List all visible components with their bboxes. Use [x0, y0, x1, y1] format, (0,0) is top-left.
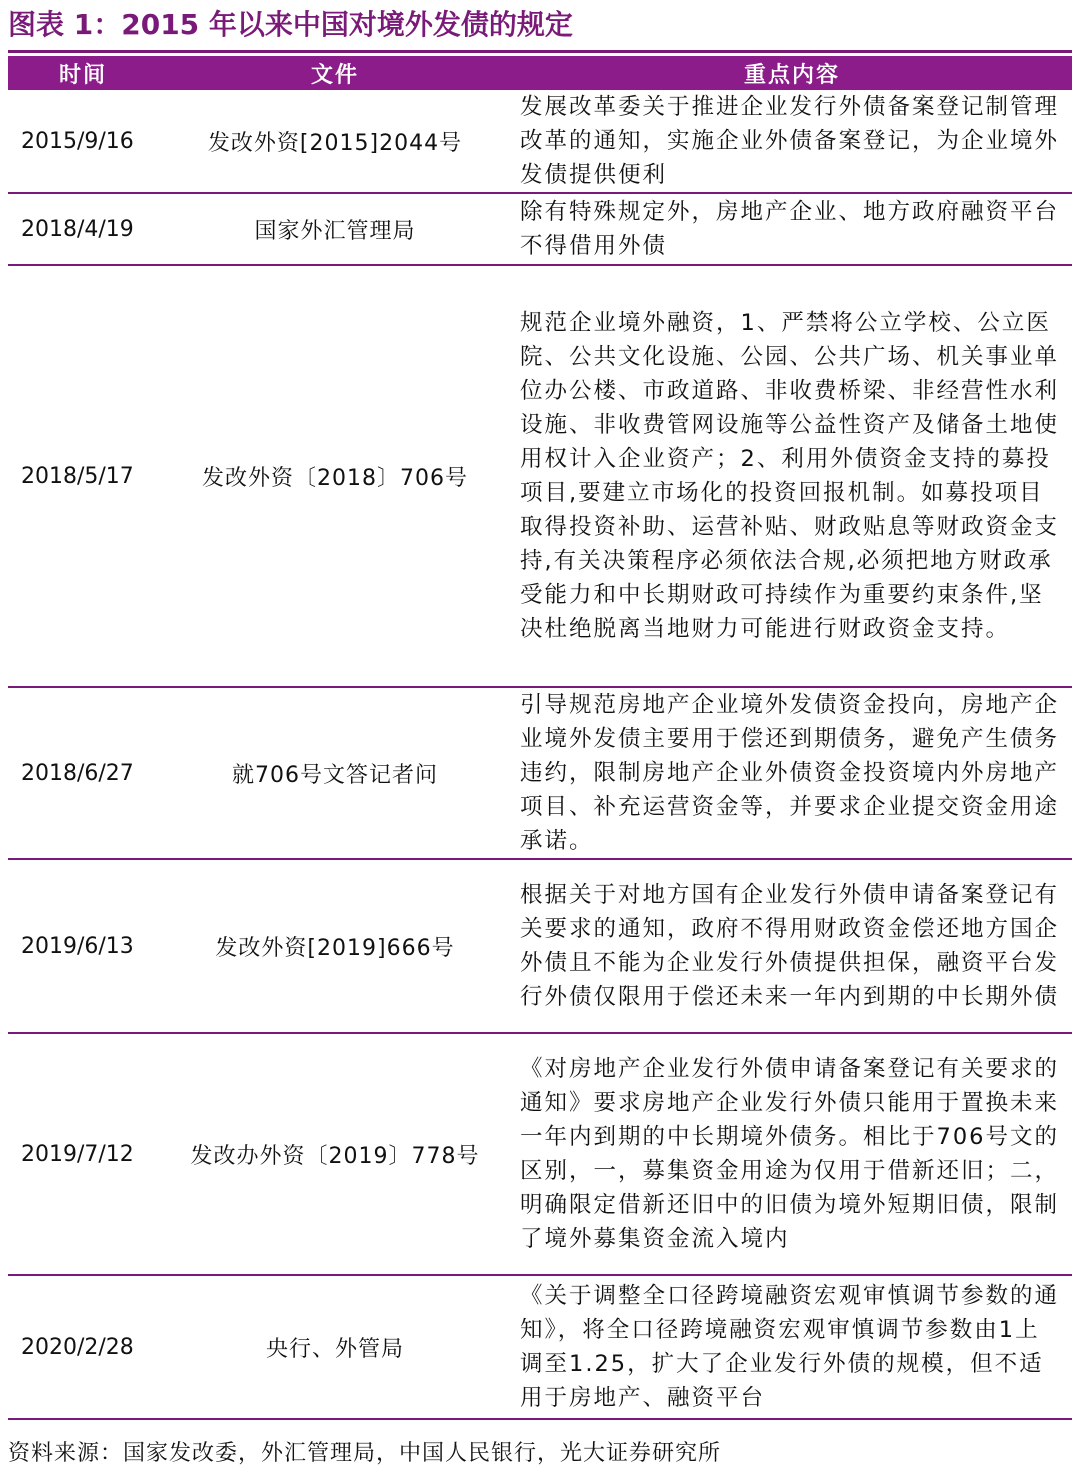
- row-date: 2015/9/16: [8, 90, 158, 193]
- row-content: 《关于调整全口径跨境融资宏观审慎调节参数的通知》，将全口径跨境融资宏观审慎调节参数由1上调至1.25，扩大了企业发行外债的规模，但不适用于房地产、融资平台: [512, 1275, 1072, 1419]
- row-date: 2018/5/17: [8, 265, 158, 687]
- row-date: 2018/6/27: [8, 687, 158, 859]
- row-document: 央行、外管局: [158, 1275, 512, 1419]
- column-header-key-content: 重点内容: [512, 56, 1072, 90]
- row-document: 发改办外资〔2019〕778号: [158, 1033, 512, 1275]
- table-row: [8, 90, 1072, 193]
- row-content: 除有特殊规定外，房地产企业、地方政府融资平台不得借用外债: [512, 193, 1072, 265]
- row-date: 2019/6/13: [8, 859, 158, 1033]
- row-document: 就706号文答记者问: [158, 687, 512, 859]
- row-content: 引导规范房地产企业境外发债资金投向，房地产企业境外发债主要用于偿还到期债务，避免产生债务违约，限制房地产企业外债资金投资境内外房地产项目、补充运营资金等，并要求企业提交资金用途承诺。: [512, 687, 1072, 859]
- row-content: 根据关于对地方国有企业发行外债申请备案登记有关要求的通知，政府不得用财政资金偿还地方国企外债且不能为企业发行外债提供担保，融资平台发行外债仅限用于偿还未来一年内到期的中长期外债: [512, 859, 1072, 1033]
- row-content: 规范企业境外融资，1、严禁将公立学校、公立医院、公共文化设施、公园、公共广场、机关事业单位办公楼、市政道路、非收费桥梁、非经营性水利设施、非收费管网设施等公益性资产及储备土地使用权计入企业资产；2、利用外债资金支持的募投项目,要建立市场化的投资回报机制。如募投项目取得投资补助、运营补贴、财政贴息等财政资金支持,有关决策程序必须依法合规,必须把地方财政承受能力和中长期财政可持续作为重要约束条件,坚决杜绝脱离当地财力可能进行财政资金支持。: [512, 265, 1072, 687]
- row-date: 2018/4/19: [8, 193, 158, 265]
- source-note: 资料来源：国家发改委，外汇管理局，中国人民银行，光大证券研究所: [8, 1441, 722, 1466]
- row-document: 国家外汇管理局: [158, 193, 512, 265]
- row-document: 发改外资[2019]666号: [158, 859, 512, 1033]
- column-header-document: 文件: [158, 56, 512, 90]
- title-divider: [8, 50, 1072, 53]
- row-document: 发改外资〔2018〕706号: [158, 265, 512, 687]
- chart-title: 图表 1：2015 年以来中国对境外发债的规定: [8, 8, 573, 41]
- table-row: [8, 193, 1072, 265]
- row-date: 2019/7/12: [8, 1033, 158, 1275]
- table-row: [8, 1275, 1072, 1419]
- row-date: 2020/2/28: [8, 1275, 158, 1419]
- regulation-table: [8, 56, 1072, 1420]
- table-row: [8, 687, 1072, 859]
- table-row: [8, 265, 1072, 687]
- row-content: 发展改革委关于推进企业发行外债备案登记制管理改革的通知，实施企业外债备案登记，为企业境外发债提供便利: [512, 90, 1072, 193]
- row-document: 发改外资[2015]2044号: [158, 90, 512, 193]
- table-row: [8, 859, 1072, 1033]
- column-header-time: 时间: [8, 56, 158, 90]
- row-content: 《对房地产企业发行外债申请备案登记有关要求的通知》要求房地产企业发行外债只能用于置换未来一年内到期的中长期境外债务。相比于706号文的区别，一，募集资金用途为仅用于借新还旧；二，明确限定借新还旧中的旧债为境外短期旧债，限制了境外募集资金流入境内: [512, 1033, 1072, 1275]
- table-row: [8, 1033, 1072, 1275]
- table-header-row: [8, 56, 1072, 90]
